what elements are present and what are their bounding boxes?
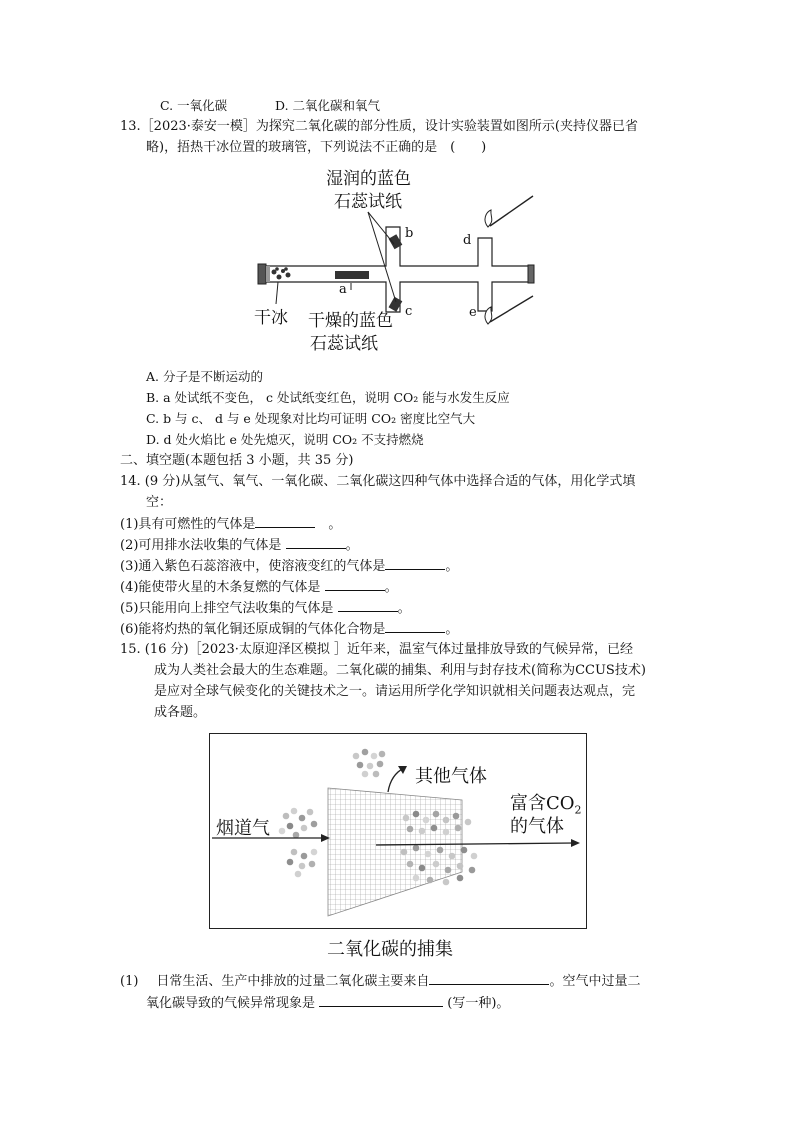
q13-option-d: D. d 处火焰比 e 处先熄灭，说明 CO₂ 不支持燃烧 — [146, 432, 424, 447]
label-e: e — [469, 305, 477, 320]
co2-capture-figure — [209, 733, 587, 929]
flue-gas-molecules — [279, 808, 318, 878]
q15-stem-line4: 成各题。 — [154, 705, 207, 720]
q14-item-1: (1)具有可燃性的气体是 。 — [120, 517, 342, 532]
dry-ice — [272, 267, 291, 279]
q13-option-a: A. 分子是不断运动的 — [146, 369, 263, 384]
q14-item-2: (2)可用排水法收集的气体是 。 — [120, 538, 359, 553]
answer-blank[interactable] — [286, 536, 346, 549]
section-title: 二、填空题(本题包括 3 小题，共 35 分) — [120, 453, 354, 468]
label-co2-rich-line1: 富含$CO_2$ — [510, 793, 582, 817]
answer-blank[interactable] — [385, 557, 445, 570]
q12-option-d: D. 二氧化碳和氧气 — [275, 98, 381, 113]
test-paper-a — [335, 271, 369, 279]
q12-option-c: C. 一氧化碳 — [160, 98, 228, 113]
label-b: b — [405, 226, 414, 241]
label-d: d — [463, 233, 472, 248]
answer-blank[interactable] — [325, 578, 385, 591]
label-co2-rich-line2: 的气体 — [510, 816, 564, 837]
q15-sub1-line2: 氧化碳导致的气候异常现象是 (写一种)。 — [146, 996, 510, 1011]
other-gas-molecules — [353, 749, 386, 778]
q14-item-3: (3)通入紫色石蕊溶液中，使溶液变红的气体是 。 — [120, 559, 459, 574]
q13-option-c: C. b 与 c、 d 与 e 处现象对比均可证明 CO₂ 密度比空气大 — [146, 411, 476, 426]
answer-blank[interactable] — [255, 515, 315, 528]
answer-blank[interactable] — [429, 972, 549, 985]
q15-stem-line1: 15. (16 分)［2023·太原迎泽区模拟 ］近年来，温室气体过量排放导致的气候异常，已经 — [120, 642, 633, 657]
label-dry-ice: 干冰 — [254, 308, 288, 328]
q14-item-4: (4)能使带火星的木条复燃的气体是 。 — [120, 580, 398, 595]
q14-item-5: (5)只能用向上排空气法收集的气体是 。 — [120, 601, 411, 616]
label-a: a — [339, 282, 347, 297]
label-c: c — [405, 304, 413, 319]
q13-stem-line1: 13.［2023·泰安一模］为探究二氧化碳的部分性质，设计实验装置如图所示(夹持仪器已省 — [120, 119, 638, 134]
figure-caption: 二氧化碳的捕集 — [327, 939, 453, 960]
label-wet-paper-line1: 湿润的蓝色 — [326, 169, 411, 189]
q15-sub1-line1: (1) 日常生活、生产中排放的过量二氧化碳主要来自 。空气中过量二 — [120, 974, 641, 989]
q15-stem-line3: 是应对全球气候变化的关键技术之一。请运用所学化学知识就相关问题表达观点，完 — [154, 684, 636, 699]
label-other-gas: 其他气体 — [415, 766, 487, 787]
label-dry-paper-line1: 干燥的蓝色 — [308, 311, 393, 331]
q13-figure — [250, 164, 550, 364]
label-dry-paper-line2: 石蕊试纸 — [310, 334, 378, 354]
q13-stem-line2: 略)，捂热干冰位置的玻璃管，下列说法不正确的是 ( ) — [146, 140, 487, 155]
q15-stem-line2: 成为人类社会最大的生态难题。二氧化碳的捕集、利用与封存技术(简称为CCUS技术) — [154, 663, 646, 678]
q14-item-6: (6)能将灼热的氧化铜还原成铜的气体化合物是 。 — [120, 622, 459, 637]
answer-blank[interactable] — [319, 994, 443, 1007]
q13-option-b: B. a 处试纸不变色， c 处试纸变红色，说明 CO₂ 能与水发生反应 — [146, 390, 510, 405]
q14-stem-line1: 14. (9 分)从氢气、氧气、一氧化碳、二氧化碳这四种气体中选择合适的气体，用化学式填 — [120, 474, 636, 489]
label-flue-gas: 烟道气 — [216, 818, 270, 839]
label-wet-paper-line2: 石蕊试纸 — [334, 192, 402, 212]
q14-stem-line2: 空： — [146, 495, 173, 510]
answer-blank[interactable] — [385, 620, 445, 633]
answer-blank[interactable] — [338, 599, 398, 612]
